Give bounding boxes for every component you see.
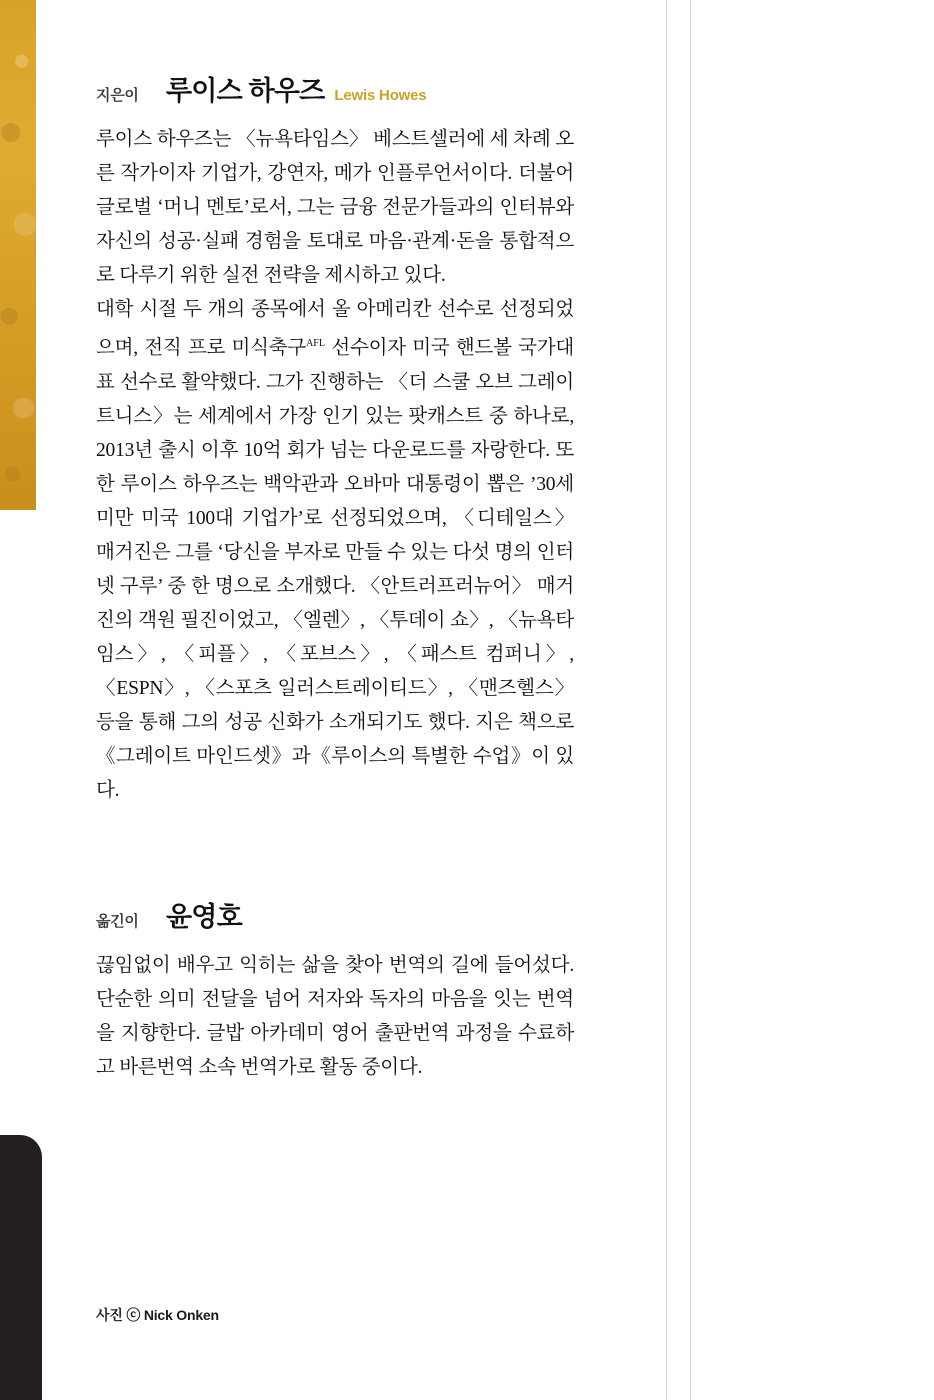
author-role-label: 지은이: [96, 87, 139, 104]
author-name-en: Lewis Howes: [334, 87, 427, 104]
photo-credit: 사진 ⓒ Nick Onken: [96, 1307, 219, 1323]
author-bio-paragraph-2: 대학 시절 두 개의 종목에서 올 아메리칸 선수로 선정되었으며, 전직 프로 미식축구$^{AFL}$ 선수이자 미국 핸드볼 국가대표 선수로 활약했다. 그가 진행하는 〈더 스쿨 오브 그레이트니스〉는 세계에서 가장 인기 있는 팟캐스트 중 하나로, 2013년 출시 이후 10억 회가 넘는 다운로드를 자랑한다. 또한 루이스 하우즈는 백악관과 오바마 대통령이 뽑은 ’30세 미만 미국 100대 기업가’로 선정되었으며, 〈디테일스〉 매거진은 그를 ‘당신을 부자로 만들 수 있는 다섯 명의 인터넷 구루’ 중 한 명으로 소개했다. 〈안트러프러뉴어〉 매거진의 객원 필진이었고, 〈엘렌〉, 〈투데이 쇼〉, 〈뉴욕타임스〉, 〈피플〉, 〈포브스〉, 〈패스트 컴퍼니〉, 〈ESPN〉, 〈스포츠 일러스트레이티드〉, 〈맨즈헬스〉 등을 통해 그의 성공 신화가 소개되기도 했다. 지은 책으로《그레이트 마인드셋》과《루이스의 특별한 수업》이 있다.: [96, 299, 574, 801]
translator-name-ko: 윤영호: [166, 901, 242, 932]
right-margin-panel: [691, 0, 934, 1400]
translator-name-group: [166, 901, 242, 932]
translator-credit-block: [96, 901, 574, 1085]
gutter-rule-left: [666, 0, 667, 1400]
author-role-line: [96, 78, 574, 105]
translator-role-label: 옮긴이: [96, 912, 139, 930]
author-bio-paragraph-1: 루이스 하우즈는 〈뉴욕타임스〉 베스트셀러에 세 차례 오른 작가이자 기업가, 강연자, 메가 인플루언서이다. 더불어 글로벌 ‘머니 멘토’로서, 그는 금융 전문가들과의 인터뷰와 자신의 성공·실패 경험을 토대로 마음·관계·돈을 통합적으로 다루기 위한 실전 전략을 제시하고 있다.: [96, 129, 574, 286]
author-credit-block: [96, 78, 574, 808]
decorative-gold-band: [0, 0, 36, 510]
page-content: [96, 0, 574, 1085]
translator-bio-paragraph-1: 끊임없이 배우고 익히는 삶을 찾아 번역의 길에 들어섰다. 단순한 의미 전달을 넘어 저자와 독자의 마음을 잇는 번역을 지향한다. 글밥 아카데미 영어 출판번역 과정을 수료하고 바른번역 소속 번역가로 활동 중이다.: [96, 954, 574, 1078]
author-name-ko: 루이스 하우즈: [166, 76, 325, 106]
translator-role-line: [96, 901, 574, 932]
author-name-group: [166, 78, 426, 105]
decorative-dark-block: [0, 1135, 42, 1400]
